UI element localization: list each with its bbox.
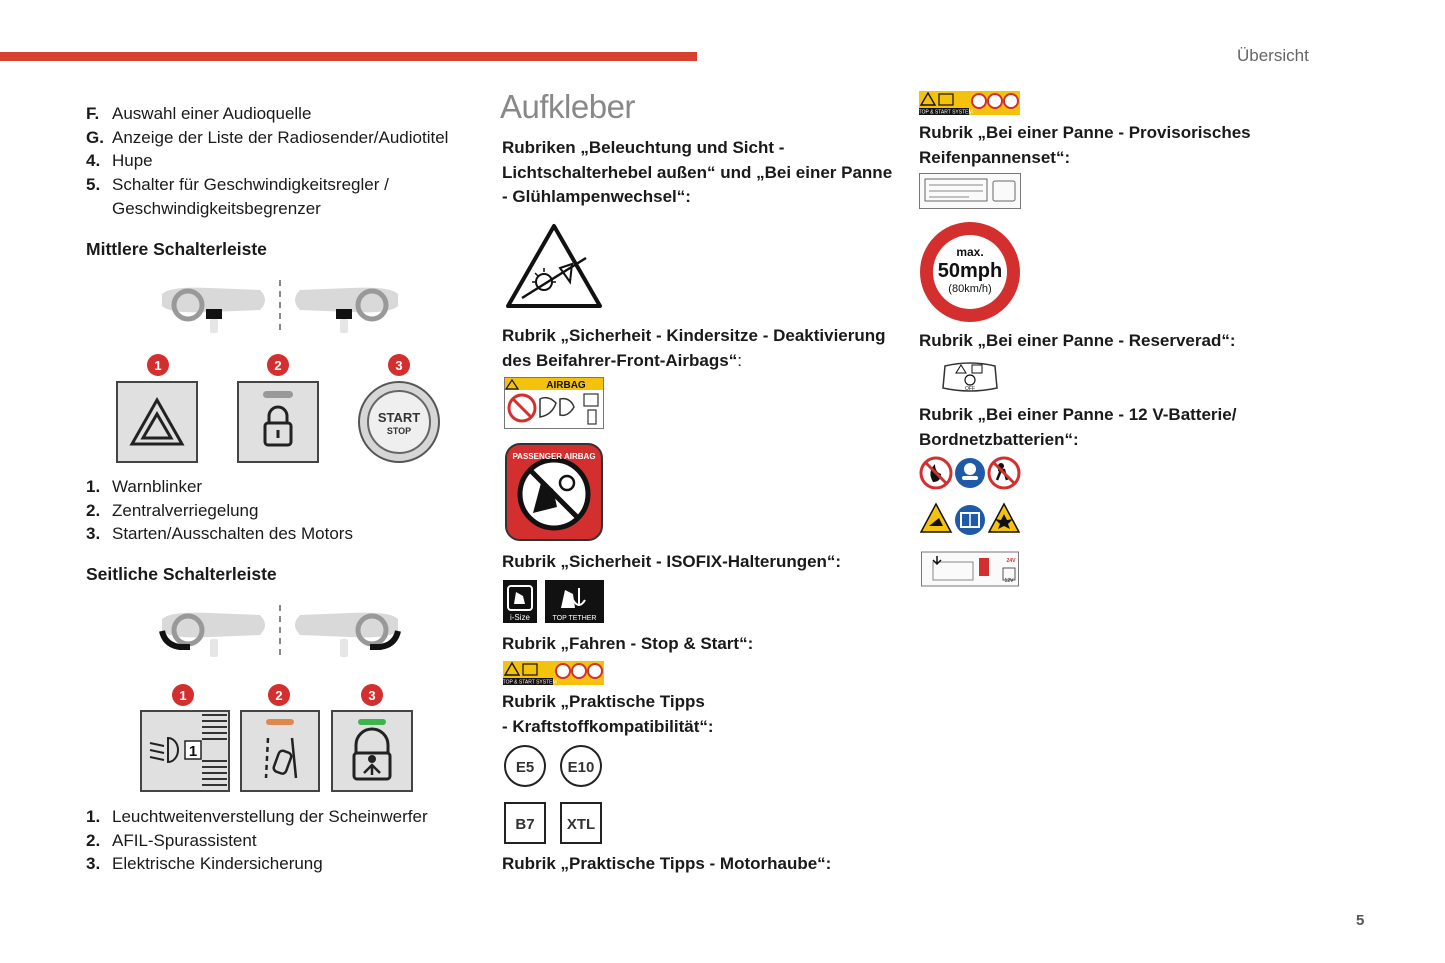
- svg-text:12V: 12V: [1004, 578, 1014, 584]
- list-item: G. Anzeige der Liste der Radiosender/Audiotitel: [86, 127, 449, 147]
- fuel-e10-icon: [561, 746, 601, 786]
- list-item: 5. Schalter für Geschwindigkeitsregler /: [86, 175, 389, 195]
- badge-2: [268, 684, 290, 706]
- list-item: 3. Starten/Ausschalten des Motors: [86, 524, 353, 544]
- list-item: 3. Elektrische Kindersicherung: [86, 854, 323, 874]
- rubric-repair-kit: Rubrik „Bei einer Panne - Provisorisches Reifenpannenset“:: [919, 123, 1251, 167]
- badge-3: [388, 354, 410, 376]
- hazard-button-icon: [117, 382, 197, 462]
- svg-text:3: 3: [395, 358, 403, 373]
- rubric-stop-start: Rubrik „Fahren - Stop & Start“:: [502, 634, 754, 653]
- rubric-lighting: Rubriken „Beleuchtung und Sicht - Lichtschalterhebel außen“ und „Bei einer Panne - Glühlampenwechsel“:: [502, 138, 893, 206]
- badge-3: [361, 684, 383, 706]
- svg-text:STOP & START SYSTEM: STOP & START SYSTEM: [499, 679, 557, 686]
- svg-text:1: 1: [179, 688, 187, 703]
- svg-text:1: 1: [154, 358, 162, 373]
- fuel-b7-icon: [505, 803, 545, 843]
- rubric-bonnet: Rubrik „Praktische Tipps - Motorhaube“:: [502, 854, 832, 873]
- airbag-warning-label-icon: [504, 377, 604, 429]
- svg-text:(80km/h): (80km/h): [948, 283, 992, 295]
- page-number: 5: [1356, 912, 1365, 929]
- svg-text:B7: B7: [515, 816, 535, 833]
- read-manual-icon: [955, 505, 985, 535]
- battery-label-icon: [922, 552, 1019, 586]
- svg-text:1: 1: [188, 743, 198, 760]
- svg-text:50mph: 50mph: [937, 260, 1003, 282]
- svg-text:XTL: XTL: [566, 816, 596, 833]
- list-item: 1. Warnblinker: [86, 477, 203, 496]
- fuel-compatibility-icons: [503, 744, 605, 846]
- explosion-warning-icon: [989, 504, 1019, 532]
- headlamp-levelling-dial-icon: [141, 711, 229, 791]
- spare-wheel-label-icon: [941, 360, 999, 394]
- svg-text:24V: 24V: [1006, 558, 1016, 564]
- list-item: F. Auswahl einer Audioquelle: [86, 104, 312, 123]
- svg-text:PASSENGER AIRBAG: PASSENGER AIRBAG: [512, 452, 596, 461]
- audio-controls-list: [86, 102, 448, 221]
- side-panel-heading: Seitliche Schalterleiste: [86, 564, 277, 584]
- child-lock-button-icon: [332, 711, 412, 791]
- list-item: Geschwindigkeitsbegrenzer: [112, 198, 321, 218]
- svg-text:STOP & START SYSTEM: STOP & START SYSTEM: [915, 109, 973, 116]
- page-header-title: Übersicht: [1237, 46, 1309, 65]
- speed-limit-50mph-icon: [918, 220, 1022, 324]
- stop-start-warning-label-icon-right: [915, 91, 1020, 116]
- stop-start-warning-label-icon: [499, 661, 604, 686]
- svg-text:2: 2: [275, 688, 283, 703]
- keep-children-away-icon: [989, 458, 1019, 488]
- list-item: 4. Hupe: [86, 151, 153, 171]
- no-fire-icon: [921, 458, 951, 488]
- top-tether-icon: [545, 580, 604, 623]
- badge-2: [267, 354, 289, 376]
- svg-text:AIRBAG: AIRBAG: [546, 380, 586, 391]
- svg-text:OFF: OFF: [965, 386, 975, 392]
- side-switch-panel-illustration: [110, 603, 450, 798]
- svg-text:2: 2: [274, 358, 282, 373]
- svg-text:STOP: STOP: [386, 426, 412, 436]
- header-accent-bar: [0, 52, 697, 61]
- battery-safety-icons: [919, 456, 1021, 588]
- svg-text:max.: max.: [956, 245, 984, 259]
- side-panel-list: [86, 805, 428, 876]
- svg-text:E10: E10: [567, 759, 595, 776]
- list-item: 1. Leuchtweitenverstellung der Scheinwerfer: [86, 807, 428, 826]
- svg-text:i-Size: i-Size: [509, 613, 531, 622]
- list-item: 2. AFIL-Spurassistent: [86, 830, 257, 850]
- middle-switch-panel-illustration: [110, 278, 450, 468]
- repair-kit-label-icon: [919, 173, 1021, 209]
- rubric-fuel: Rubrik „Praktische Tipps - Kraftstoffkompatibilität“:: [502, 692, 714, 736]
- no-bulb-warning-triangle-icon: [504, 222, 604, 310]
- svg-text:START: START: [377, 410, 421, 425]
- list-item: 2. Zentralverriegelung: [86, 500, 259, 520]
- acid-warning-icon: [921, 504, 951, 532]
- svg-text:E5: E5: [515, 759, 535, 776]
- passenger-airbag-off-icon: [505, 443, 603, 541]
- isofix-labels-icon: [503, 580, 604, 624]
- svg-text:TOP TETHER: TOP TETHER: [552, 615, 597, 622]
- eye-protection-icon: [955, 458, 985, 488]
- fuel-xtl-icon: [561, 803, 601, 843]
- badge-1: [172, 684, 194, 706]
- svg-text:3: 3: [368, 688, 376, 703]
- rubric-isofix: Rubrik „Sicherheit - ISOFIX-Halterungen“:: [502, 552, 842, 571]
- middle-panel-list: [86, 475, 353, 546]
- badge-1: [147, 354, 169, 376]
- lane-assist-button-icon: [241, 711, 319, 791]
- start-stop-button-icon: [359, 382, 439, 462]
- rubric-spare-wheel: Rubrik „Bei einer Panne - Reserverad“:: [919, 331, 1236, 350]
- middle-panel-heading: Mittlere Schalterleiste: [86, 239, 267, 259]
- isize-icon: [503, 580, 537, 623]
- central-lock-button-icon: [238, 382, 318, 462]
- fuel-e5-icon: [505, 746, 545, 786]
- rubric-airbag: Rubrik „Sicherheit - Kindersitze - Deaktivierung des Beifahrer-Front-Airbags“:: [502, 326, 886, 370]
- rubric-battery: Rubrik „Bei einer Panne - 12 V-Batterie/ Bordnetzbatterien“:: [919, 405, 1237, 449]
- section-title: Aufkleber: [500, 88, 635, 125]
